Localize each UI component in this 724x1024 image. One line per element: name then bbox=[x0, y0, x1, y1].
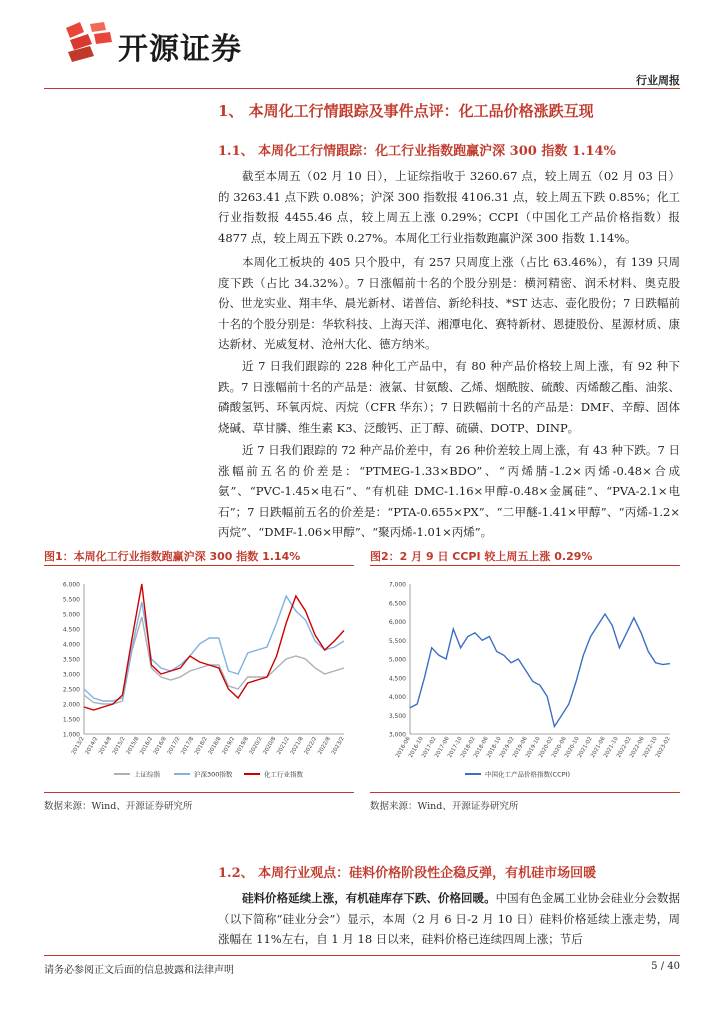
chart2-x-tick-label: 2022-10 bbox=[642, 736, 659, 759]
chart1-x-tick-label: 2016/8 bbox=[152, 736, 168, 756]
figure-1-source-rule bbox=[44, 792, 354, 793]
chart1-series-line-1 bbox=[84, 596, 344, 701]
chart2-x-tick-label: 2016-06 bbox=[395, 736, 412, 759]
chart2-x-tick-label: 2019-02 bbox=[499, 736, 516, 759]
paragraph-product-prices: 近 7 日我们跟踪的 228 种化工产品中，有 80 种产品价格较上周上涨，有 92 种下跌。7 日涨幅前十名的产品是：液氯、甘氨酸、乙烯、烟酰胺、硫酸、丙烯酸乙酯、油浆、磷酸氢钙、环氧丙烷、丙烷（CFR 华东）；7 日跌幅前十名的产品是：DMF、辛醇、固体烧碱、草甘膦、维生素 K3、泛酸钙、正丁醇、硫磺、DOTP、DINP。 bbox=[218, 359, 680, 435]
chart2-y-tick-label: 6,500 bbox=[388, 600, 406, 608]
chart1-x-tick-label: 2020/8 bbox=[262, 736, 278, 756]
chart1-y-tick-label: 4.500 bbox=[62, 626, 80, 634]
figure-2-title-rule bbox=[370, 565, 680, 566]
chart1-x-tick-label: 2017/8 bbox=[180, 736, 196, 756]
chart2-y-tick-label: 5,000 bbox=[388, 656, 406, 664]
figure-1-title: 图1：本周化工行业指数跑赢沪深 300 指数 1.14% bbox=[44, 550, 301, 563]
chart1-x-tick-label: 2018/8 bbox=[207, 736, 223, 756]
chart1-legend-label: 上证综指 bbox=[134, 770, 160, 779]
chart1-y-tick-label: 6.000 bbox=[62, 581, 80, 589]
chart1-y-tick-label: 3.000 bbox=[62, 671, 80, 679]
chart1-y-tick-label: 5.500 bbox=[62, 596, 80, 604]
chart1-x-tick-label: 2014/8 bbox=[98, 736, 114, 756]
figure-1-title-rule bbox=[44, 565, 354, 566]
chart1-x-tick-label: 2018/2 bbox=[194, 736, 209, 756]
paragraph-silicon-body: 中国有色金属工业协会硅业分会数据（以下简称“硅业分会”）显示，本周（2 月 6 日-2 月 10 日）硅料价格延续上涨走势，周涨幅在 11%左右，自 1 月 18 日以来，硅料价格已连续四周上涨；节后 bbox=[218, 891, 680, 946]
chart2-legend-label: 中国化工产品价格指数(CCPI) bbox=[485, 770, 570, 779]
chart-index-comparison bbox=[44, 574, 354, 790]
chart1-y-tick-label: 1.000 bbox=[62, 731, 80, 739]
chart2-x-tick-label: 2019-10 bbox=[525, 736, 542, 759]
footer-rule bbox=[44, 955, 680, 956]
chart1-y-tick-label: 2.500 bbox=[62, 686, 80, 694]
chart2-x-tick-label: 2021-06 bbox=[590, 736, 607, 759]
chart-ccpi bbox=[370, 574, 680, 790]
chart1-series-line-2 bbox=[84, 584, 344, 710]
chart1-x-tick-label: 2015/2 bbox=[111, 736, 127, 756]
report-type-label: 行业周报 bbox=[636, 74, 680, 87]
page-number: 5 / 40 bbox=[651, 961, 680, 972]
paragraph-stock-performance: 本周化工板块的 405 只个股中，有 257 只周度上涨（占比 63.46%），有 139 只周度下跌（占比 34.32%）。7 日涨幅前十名的个股分别是：横河精密、润禾材料、奥克股份、世龙实业、翔丰华、晨光新材、诺普信、新纶科技、*ST 达志、壶化股份；7 日跌幅前十名的个股分别是：华软科技、上海天洋、湘潭电化、赛特新材、恩捷股份、星源材质、康达新材、光威复材、沧州大化、德方纳米。 bbox=[218, 255, 680, 351]
chart2-x-tick-label: 2017-06 bbox=[434, 736, 451, 759]
chart2-y-tick-label: 3,000 bbox=[388, 731, 406, 739]
chart2-x-tick-label: 2023-02 bbox=[655, 736, 672, 759]
chart2-y-tick-label: 7,000 bbox=[388, 581, 406, 589]
chart1-y-tick-label: 5.000 bbox=[62, 611, 80, 619]
paragraph-silicon-prices bbox=[218, 888, 680, 950]
chart1-x-tick-label: 2019/8 bbox=[235, 736, 250, 756]
chart1-x-tick-label: 2022/2 bbox=[303, 736, 319, 756]
figure-2-source: 数据来源：Wind、开源证券研究所 bbox=[370, 801, 519, 812]
chart1-y-tick-label: 3.500 bbox=[62, 656, 80, 664]
chart1-legend-label: 沪深300指数 bbox=[194, 770, 233, 779]
chart2-series-line-0 bbox=[410, 614, 670, 727]
company-logo-icon bbox=[60, 20, 120, 68]
chart2-x-tick-label: 2017-10 bbox=[447, 736, 464, 759]
chart1-x-tick-label: 2020/2 bbox=[248, 736, 264, 756]
chart2-x-tick-label: 2016-10 bbox=[408, 736, 425, 759]
chart2-y-tick-label: 3,500 bbox=[388, 712, 406, 720]
figure-2-title: 图2：2 月 9 日 CCPI 较上周五上涨 0.29% bbox=[370, 550, 593, 563]
chart2-x-tick-label: 2017-02 bbox=[421, 736, 438, 759]
chart2-y-tick-label: 4,500 bbox=[388, 675, 406, 683]
chart1-legend-label: 化工行业指数 bbox=[264, 770, 303, 779]
chart1-y-tick-label: 1.500 bbox=[62, 716, 80, 724]
section-1-1-heading: 1.1、 本周化工行情跟踪：化工行业指数跑赢沪深 300 指数 1.14% bbox=[218, 144, 616, 159]
chart2-y-tick-label: 5,500 bbox=[388, 637, 406, 645]
chart2-x-tick-label: 2019-06 bbox=[512, 736, 529, 759]
chart1-x-tick-label: 2017/2 bbox=[166, 736, 182, 756]
header-rule bbox=[44, 88, 680, 89]
figure-1-source: 数据来源：Wind、开源证券研究所 bbox=[44, 801, 193, 812]
figure-2-source-rule bbox=[370, 792, 680, 793]
paragraph-silicon-lead: 硅料价格延续上涨，有机硅库存下跌、价格回暖。 bbox=[242, 891, 496, 905]
chart1-x-tick-label: 2022/8 bbox=[317, 736, 333, 756]
chart1-x-tick-label: 2015/8 bbox=[125, 736, 141, 756]
chart1-x-tick-label: 2021/8 bbox=[289, 736, 305, 756]
paragraph-market-overview: 截至本周五（02 月 10 日），上证综指收于 3260.67 点，较上周五（02 月 03 日）的 3263.41 点下跌 0.08%；沪深 300 指数报 4106.31 点，较上周五下跌 0.85%；化工行业指数报 4455.46 点，较上周五上涨 0.29%；CCPI（中国化工产品价格指数）报 4877 点，较上周五下跌 0.27%。本周化工行业指数跑赢沪深 300 指数 1.14%。 bbox=[218, 169, 680, 245]
company-name: 开源证券 bbox=[118, 32, 242, 67]
chart2-x-tick-label: 2018-10 bbox=[486, 736, 503, 759]
chart2-x-tick-label: 2022-06 bbox=[629, 736, 646, 759]
chart1-x-tick-label: 2021/2 bbox=[276, 736, 291, 756]
chart1-x-tick-label: 2023/2 bbox=[330, 736, 346, 756]
chart1-x-tick-label: 2016/2 bbox=[139, 736, 155, 756]
chart1-x-tick-label: 2019/2 bbox=[221, 736, 237, 756]
chart1-x-tick-label: 2014/2 bbox=[84, 736, 100, 756]
section-1-heading: 1、 本周化工行情跟踪及事件点评：化工品价格涨跌互现 bbox=[218, 102, 594, 120]
chart1-y-tick-label: 2.000 bbox=[62, 701, 80, 709]
chart2-x-tick-label: 2021-10 bbox=[603, 736, 620, 759]
chart1-y-tick-label: 4.000 bbox=[62, 641, 80, 649]
footer-disclaimer: 请务必参阅正文后面的信息披露和法律声明 bbox=[44, 965, 234, 976]
chart2-x-tick-label: 2020-10 bbox=[564, 736, 581, 759]
paragraph-price-spreads: 近 7 日我们跟踪的 72 种产品价差中，有 26 种价差较上周上涨，有 43 种下跌。7 日涨幅前五名的价差是：“PTMEG-1.33×BDO”、“丙烯腈-1.2×丙烯-0.48×合成氨”、“PVC-1.45×电石”、“有机硅 DMC-1.16×甲醇-0.48×金属硅”、“PVA-2.1×电石”；7 日跌幅前五名的价差是：“PTA-0.655×PX”、“二甲醚-1.41×甲醇”、“丙烯-1.2×丙烷”、“DMF-1.06×甲醇”、“聚丙烯-1.01×丙烯”。 bbox=[218, 443, 680, 539]
chart2-y-tick-label: 6,000 bbox=[388, 619, 406, 626]
chart2-x-tick-label: 2018-06 bbox=[473, 736, 490, 759]
chart2-x-tick-label: 2022-02 bbox=[616, 736, 633, 759]
chart2-x-tick-label: 2021-02 bbox=[577, 736, 594, 759]
chart2-x-tick-label: 2020-02 bbox=[538, 736, 555, 759]
chart2-x-tick-label: 2018-02 bbox=[460, 736, 477, 759]
section-1-2-heading: 1.2、 本周行业观点：硅料价格阶段性企稳反弹，有机硅市场回暖 bbox=[218, 866, 597, 881]
chart1-x-tick-label: 2013/2 bbox=[70, 736, 86, 756]
chart2-x-tick-label: 2020-06 bbox=[551, 736, 568, 759]
chart2-y-tick-label: 4,000 bbox=[388, 694, 406, 701]
